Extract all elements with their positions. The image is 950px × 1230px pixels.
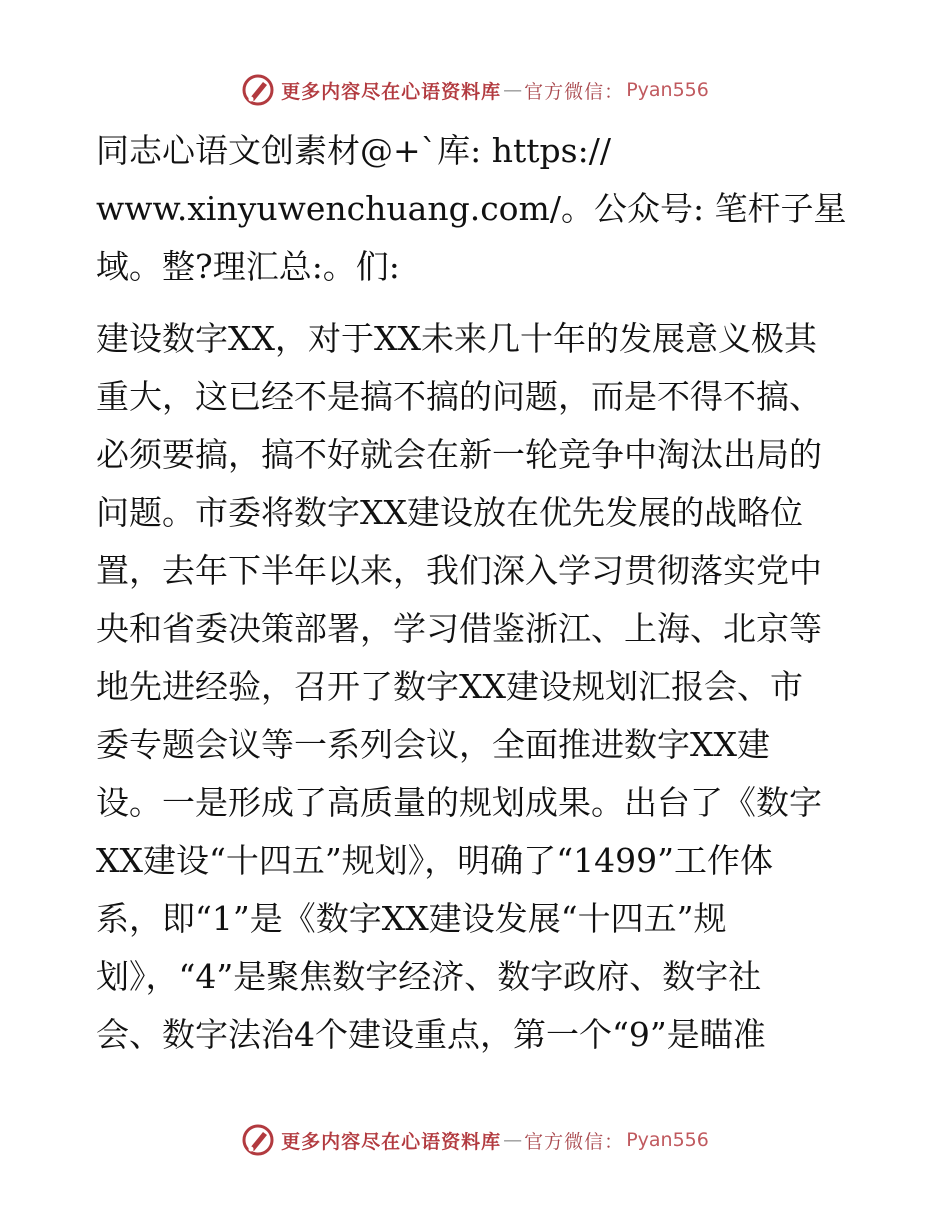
pen-logo-icon (241, 73, 275, 107)
body-line: 系，即“1”是《数字XX建设发展“十四五”规 (96, 899, 727, 938)
pen-logo-icon (241, 1123, 275, 1157)
banner-main-text: 更多内容尽在心语资料库 (281, 1130, 502, 1153)
intro-line: 同志心语文创素材@+`库: https:// (96, 131, 611, 170)
body-line: 设。一是形成了高质量的规划成果。出台了《数字 (96, 783, 822, 822)
paragraph-gap (96, 296, 866, 310)
banner-dash: — (503, 79, 523, 101)
body-line: 重大，这已经不是搞不搞的问题，而是不得不搞、 (96, 377, 822, 416)
banner-side-text: 官方微信： (524, 1130, 625, 1153)
footer-banner (0, 1120, 950, 1160)
body-line: 委专题会议等一系列会议，全面推进数字XX建 (96, 725, 770, 764)
body-line: XX建设“十四五”规划》，明确了“1499”工作体 (96, 841, 773, 880)
banner-side-text: 官方微信： (524, 80, 625, 103)
banner-dash: — (503, 1129, 523, 1151)
body-line: 地先进经验，召开了数字XX建设规划汇报会、市 (96, 667, 803, 706)
document-body (96, 122, 866, 1064)
body-line: 划》，“4”是聚焦数字经济、数字政府、数字社 (96, 957, 762, 996)
body-line: 建设数字XX，对于XX未来几十年的发展意义极其 (96, 319, 817, 358)
body-line: 问题。市委将数字XX建设放在优先发展的战略位 (96, 493, 803, 532)
intro-line: 域。整?理汇总:。们: (96, 247, 400, 286)
body-line: 央和省委决策部署，学习借鉴浙江、上海、北京等 (96, 609, 822, 648)
intro-line: www.xinyuwenchuang.com/。公众号: 笔杆子星 (96, 189, 847, 228)
banner-main-text: 更多内容尽在心语资料库 (281, 80, 502, 103)
banner-account: Pyan556 (626, 1129, 709, 1151)
body-line: 必须要搞，搞不好就会在新一轮竞争中淘汰出局的 (96, 435, 822, 474)
header-banner (0, 70, 950, 110)
banner-account: Pyan556 (626, 79, 709, 101)
body-line: 会、数字法治4个建设重点，第一个“9”是瞄准 (96, 1015, 766, 1054)
body-line: 置，去年下半年以来，我们深入学习贯彻落实党中 (96, 551, 822, 590)
